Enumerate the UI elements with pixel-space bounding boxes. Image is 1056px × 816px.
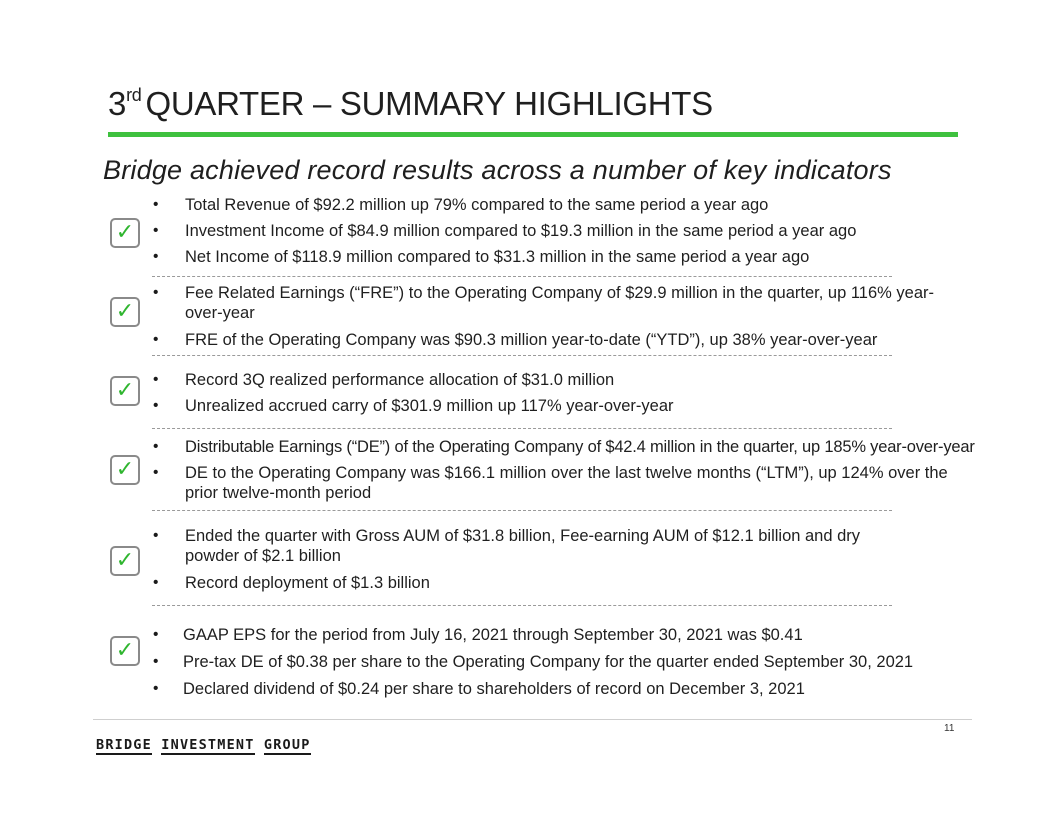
highlight-item: Pre-tax DE of $0.38 per share to the Operating Company for the quarter ended September 30, 2021 xyxy=(183,653,914,671)
highlight-item: Investment Income of $84.9 million compared to $19.3 million in the same period a year ago xyxy=(185,222,857,240)
bullet-icon: • xyxy=(153,527,159,544)
bullet-icon: • xyxy=(153,438,159,455)
highlight-item: Distributable Earnings (“DE”) of the Operating Company of $42.4 million in the quarter, up 185% year-over-year xyxy=(185,438,975,456)
title-underline xyxy=(108,132,958,137)
highlight-item: GAAP EPS for the period from July 16, 2021 through September 30, 2021 was $0.41 xyxy=(183,626,803,644)
check-icon: ✓ xyxy=(110,455,140,485)
section-divider xyxy=(152,510,892,511)
bullet-icon: • xyxy=(153,464,159,481)
highlight-item: Net Income of $118.9 million compared to $31.3 million in the same period a year ago xyxy=(185,248,810,266)
highlight-item: Record deployment of $1.3 billion xyxy=(185,574,430,592)
bullet-icon: • xyxy=(153,653,159,670)
slide-title: 3rd QUARTER – SUMMARY HIGHLIGHTS xyxy=(108,85,713,122)
bullet-icon: • xyxy=(153,626,159,643)
check-icon: ✓ xyxy=(110,546,140,576)
check-icon: ✓ xyxy=(110,376,140,406)
section-divider xyxy=(152,276,892,277)
highlight-item: Fee Related Earnings (“FRE”) to the Operating Company of $29.9 million in the quarter, up 116% year-over-year xyxy=(185,284,934,322)
highlight-item: FRE of the Operating Company was $90.3 million year-to-date (“YTD”), up 38% year-over-year xyxy=(185,331,878,349)
section-divider xyxy=(152,605,892,606)
bullet-icon: • xyxy=(153,248,159,265)
bullet-icon: • xyxy=(153,397,159,414)
logo-word: BRIDGE xyxy=(96,737,152,753)
company-logo xyxy=(96,737,311,753)
check-icon: ✓ xyxy=(110,297,140,327)
logo-word: GROUP xyxy=(263,737,311,753)
highlight-item: Record 3Q realized performance allocation of $31.0 million xyxy=(185,371,615,389)
logo-word: INVESTMENT xyxy=(161,737,255,753)
page-number: 11 xyxy=(944,723,955,734)
highlight-item: Unrealized accrued carry of $301.9 million up 117% year-over-year xyxy=(185,397,674,415)
bullet-icon: • xyxy=(153,284,159,301)
bullet-icon: • xyxy=(153,680,159,697)
check-icon: ✓ xyxy=(110,218,140,248)
section-divider xyxy=(152,355,892,356)
highlight-item: Declared dividend of $0.24 per share to shareholders of record on December 3, 2021 xyxy=(183,680,805,698)
highlight-item: DE to the Operating Company was $166.1 million over the last twelve months (“LTM”), up 124% over the prior twelve-month period xyxy=(185,464,948,502)
slide-subtitle: Bridge achieved record results across a number of key indicators xyxy=(103,155,892,185)
check-icon: ✓ xyxy=(110,636,140,666)
highlight-item: Ended the quarter with Gross AUM of $31.8 billion, Fee-earning AUM of $12.1 billion and dry powder of $2.1 billion xyxy=(185,527,861,565)
bullet-icon: • xyxy=(153,371,159,388)
bullet-icon: • xyxy=(153,196,159,213)
bullet-icon: • xyxy=(153,574,159,591)
bullet-icon: • xyxy=(153,331,159,348)
section-divider xyxy=(152,428,892,429)
bullet-icon: • xyxy=(153,222,159,239)
footer-divider xyxy=(93,719,972,720)
highlight-item: Total Revenue of $92.2 million up 79% compared to the same period a year ago xyxy=(185,196,769,214)
